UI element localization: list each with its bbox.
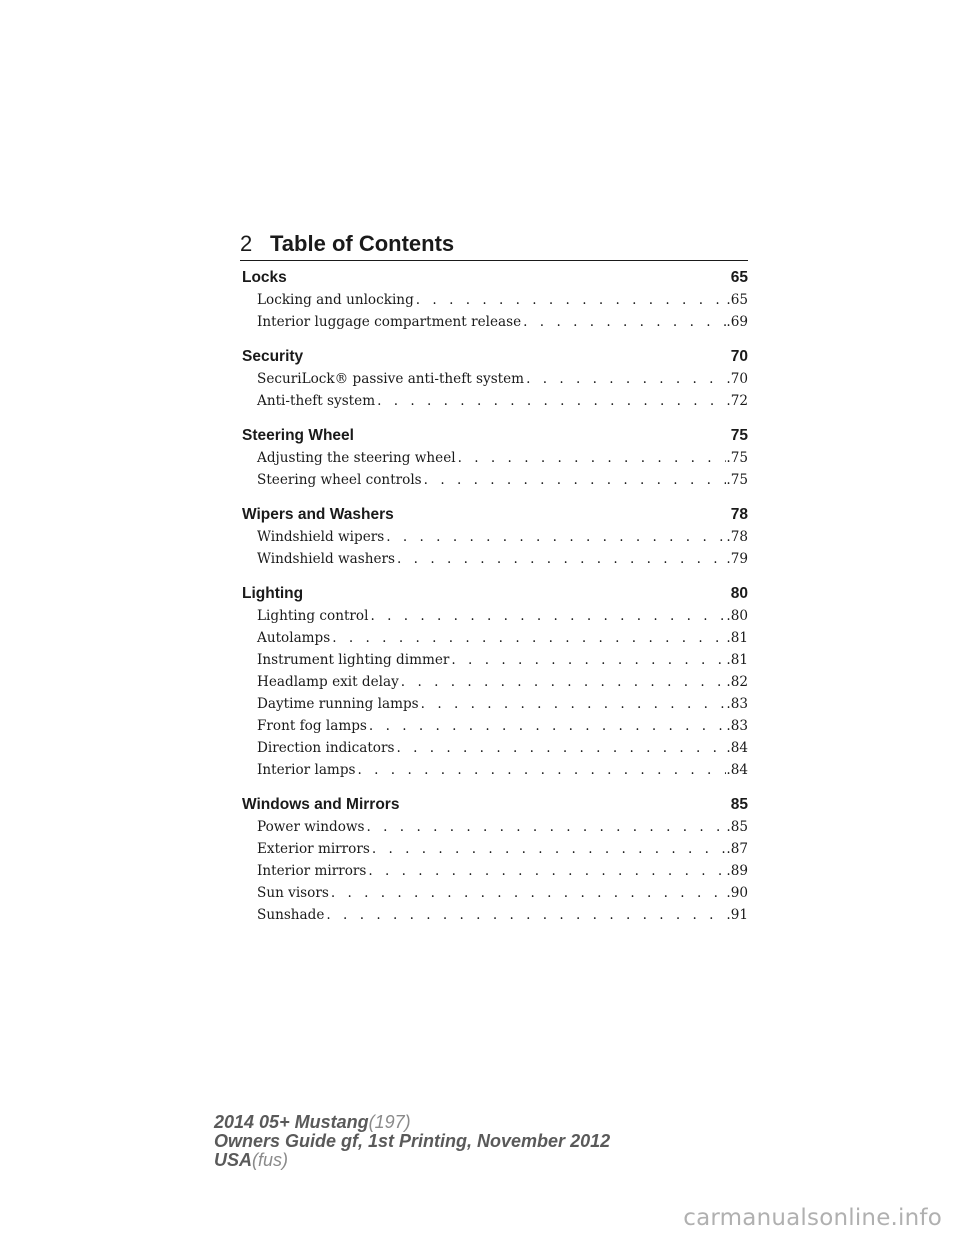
footer-line-1 (214, 1113, 610, 1132)
section-heading[interactable] (242, 794, 748, 816)
entry-page: .83 (726, 696, 748, 712)
entry-label: Interior luggage compartment release (257, 314, 522, 330)
entry-label: Windshield wipers (257, 529, 385, 545)
entry-page: .72 (726, 393, 748, 409)
toc-entry[interactable] (242, 548, 748, 570)
entry-label: Front fog lamps (257, 718, 367, 734)
toc-entry[interactable] (242, 390, 748, 412)
dot-leader (395, 548, 726, 570)
dot-leader (324, 904, 726, 926)
footer-line-2: Owners Guide gf, 1st Printing, November 2012 (214, 1131, 611, 1151)
toc-entry[interactable] (242, 759, 748, 781)
toc-entry[interactable] (242, 368, 748, 390)
page-number: 2 (240, 231, 253, 256)
toc-section (242, 583, 748, 781)
footer-model-code: (197) (368, 1112, 411, 1132)
entry-page: .81 (726, 652, 748, 668)
watermark: carmanualsonline.info (683, 1205, 942, 1231)
entry-page: .90 (726, 885, 748, 901)
dot-leader (356, 759, 727, 781)
section-heading[interactable] (242, 583, 748, 605)
entry-page: .84 (726, 740, 748, 756)
section-page: 78 (730, 506, 748, 523)
toc-section (242, 346, 748, 412)
dot-leader (370, 838, 727, 860)
entry-page: .91 (726, 907, 748, 923)
entry-label: Direction indicators (257, 740, 395, 756)
footer-region: USA (214, 1150, 253, 1170)
page-title: Table of Contents (270, 231, 455, 256)
dot-leader (449, 649, 726, 671)
entry-page: .82 (726, 674, 748, 690)
toc-entry[interactable] (242, 627, 748, 649)
toc-entry[interactable] (242, 715, 748, 737)
toc-entry[interactable] (242, 882, 748, 904)
entry-page: .70 (726, 371, 748, 387)
toc-section (242, 504, 748, 570)
entry-page: .79 (726, 551, 748, 567)
toc-entry[interactable] (242, 526, 748, 548)
entry-page: .65 (726, 292, 748, 308)
dot-leader (419, 693, 727, 715)
footer-line-3 (214, 1151, 610, 1170)
dot-leader (399, 671, 727, 693)
dot-leader (456, 447, 727, 469)
dot-leader (368, 605, 726, 627)
footer (214, 1113, 610, 1170)
entry-label: Interior mirrors (257, 863, 367, 879)
dot-leader (365, 816, 727, 838)
toc-entry[interactable] (242, 737, 748, 759)
entry-label: Instrument lighting dimmer (257, 652, 450, 668)
entry-label: Sunshade (257, 907, 325, 923)
dot-leader (329, 882, 727, 904)
toc-entry[interactable] (242, 605, 748, 627)
entry-label: Power windows (257, 819, 365, 835)
entry-label: Locking and unlocking (257, 292, 414, 308)
section-title: Wipers and Washers (242, 506, 394, 523)
toc-entry[interactable] (242, 693, 748, 715)
footer-model: 2014 05+ Mustang (214, 1112, 369, 1132)
toc-entry[interactable] (242, 838, 748, 860)
dot-leader (330, 627, 726, 649)
entry-page: .69 (726, 314, 748, 330)
dot-leader (375, 390, 726, 412)
entry-label: Adjusting the steering wheel (257, 450, 456, 466)
dot-leader (414, 289, 727, 311)
dot-leader (394, 737, 726, 759)
entry-page: .87 (726, 841, 748, 857)
table-of-contents (242, 267, 748, 939)
dot-leader (366, 860, 726, 882)
entry-label: SecuriLock® passive anti-theft system (257, 371, 525, 387)
section-heading[interactable] (242, 346, 748, 368)
dot-leader (521, 311, 726, 333)
toc-section (242, 794, 748, 926)
entry-page: .89 (726, 863, 748, 879)
entry-label: Lighting control (257, 608, 369, 624)
dot-leader (384, 526, 726, 548)
entry-label: Windshield washers (257, 551, 396, 567)
toc-entry[interactable] (242, 289, 748, 311)
entry-label: Sun visors (257, 885, 329, 901)
entry-label: Steering wheel controls (257, 472, 422, 488)
toc-entry[interactable] (242, 671, 748, 693)
section-page: 75 (730, 427, 748, 444)
page-header (240, 230, 748, 261)
section-title: Steering Wheel (242, 427, 354, 444)
section-page: 80 (730, 585, 748, 602)
dot-leader (422, 469, 727, 491)
toc-entry[interactable] (242, 469, 748, 491)
entry-page: .83 (726, 718, 748, 734)
toc-entry[interactable] (242, 311, 748, 333)
section-page: 65 (730, 269, 748, 286)
section-heading[interactable] (242, 267, 748, 289)
entry-page: .81 (726, 630, 748, 646)
section-page: 85 (730, 796, 748, 813)
section-page: 70 (730, 348, 748, 365)
toc-section (242, 425, 748, 491)
entry-label: Interior lamps (257, 762, 356, 778)
toc-entry[interactable] (242, 860, 748, 882)
toc-entry[interactable] (242, 904, 748, 926)
toc-entry[interactable] (242, 816, 748, 838)
entry-label: Daytime running lamps (257, 696, 419, 712)
entry-page: .75 (726, 450, 748, 466)
dot-leader (367, 715, 726, 737)
section-heading[interactable] (242, 425, 748, 447)
entry-page: .75 (726, 472, 748, 488)
entry-page: .85 (726, 819, 748, 835)
section-heading[interactable] (242, 504, 748, 526)
section-title: Windows and Mirrors (242, 796, 400, 813)
footer-region-code: (fus) (252, 1150, 289, 1170)
entry-page: .78 (726, 529, 748, 545)
section-title: Lighting (242, 585, 304, 602)
toc-section (242, 267, 748, 333)
entry-label: Headlamp exit delay (257, 674, 399, 690)
entry-page: .80 (726, 608, 748, 624)
toc-entry[interactable] (242, 447, 748, 469)
section-title: Security (242, 348, 304, 365)
entry-page: .84 (726, 762, 748, 778)
entry-label: Autolamps (257, 630, 331, 646)
dot-leader (524, 368, 726, 390)
section-title: Locks (242, 269, 287, 286)
entry-label: Exterior mirrors (257, 841, 370, 857)
toc-entry[interactable] (242, 649, 748, 671)
entry-label: Anti-theft system (257, 393, 376, 409)
